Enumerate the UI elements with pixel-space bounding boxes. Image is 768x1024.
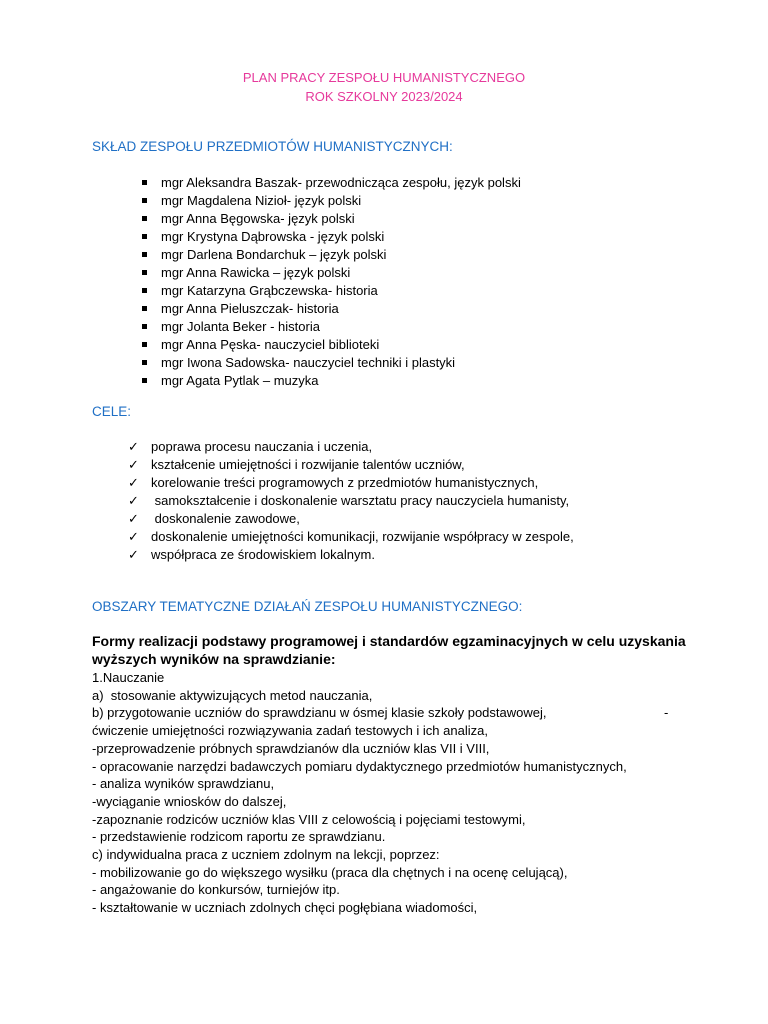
list-item: ✓ doskonalenie zawodowe,	[128, 511, 300, 526]
checkmark-icon: ✓	[128, 475, 139, 490]
square-bullet-icon	[142, 378, 147, 383]
square-bullet-icon	[142, 252, 147, 257]
body-line: - opracowanie narzędzi badawczych pomiaru dydaktycznego przedmiotów humanistycznych,	[92, 758, 627, 774]
document-title-line-1: PLAN PRACY ZESPOŁU HUMANISTYCZNEGO	[242, 70, 526, 85]
team-member-list	[142, 174, 521, 390]
body-line: - analiza wyników sprawdzianu,	[92, 776, 275, 792]
list-item: mgr Iwona Sadowska- nauczyciel techniki i plastyki	[142, 354, 521, 372]
list-item: mgr Agata Pytlak – muzyka	[142, 372, 521, 390]
square-bullet-icon	[142, 198, 147, 203]
list-item: ✓ poprawa procesu nauczania i uczenia,	[128, 439, 373, 454]
list-item: ✓ doskonalenie umiejętności komunikacji, rozwijanie współpracy w zespole,	[128, 529, 574, 544]
areas-subheading: Formy realizacji podstawy programowej i standardów egzaminacyjnych w celu uzyskania wyższych wyników na sprawdzianie:	[92, 633, 686, 667]
square-bullet-icon	[142, 342, 147, 347]
square-bullet-icon	[142, 216, 147, 221]
body-line: - angażowanie do konkursów, turniejów itp.	[92, 882, 340, 898]
list-item: ✓ kształcenie umiejętności i rozwijanie talentów uczniów,	[128, 457, 465, 472]
list-item: ✓ korelowanie treści programowych z przedmiotów humanistycznych,	[128, 475, 539, 490]
list-item: mgr Anna Rawicka – język polski	[142, 264, 521, 282]
list-item: ✓ współpraca ze środowiskiem lokalnym.	[128, 547, 375, 562]
trailing-dash: -	[664, 705, 669, 721]
checkmark-icon: ✓	[128, 439, 139, 454]
list-item: mgr Anna Pieluszczak- historia	[142, 300, 521, 318]
list-item: mgr Magdalena Nizioł- język polski	[142, 192, 521, 210]
list-item: mgr Krystyna Dąbrowska - język polski	[142, 228, 521, 246]
checkmark-icon: ✓	[128, 511, 139, 526]
list-item: mgr Darlena Bondarchuk – język polski	[142, 246, 521, 264]
body-line: ćwiczenie umiejętności rozwiązywania zadań testowych i ich analiza,	[92, 723, 488, 739]
body-line: -wyciąganie wniosków do dalszej,	[92, 793, 287, 809]
areas-heading: OBSZARY TEMATYCZNE DZIAŁAŃ ZESPOŁU HUMANISTYCZNEGO:	[92, 599, 523, 614]
areas-body	[92, 669, 692, 917]
body-line: c) indywidualna praca z uczniem zdolnym na lekcji, poprzez:	[92, 847, 440, 863]
square-bullet-icon	[142, 306, 147, 311]
square-bullet-icon	[142, 234, 147, 239]
square-bullet-icon	[142, 360, 147, 365]
square-bullet-icon	[142, 324, 147, 329]
document-title-line-2: ROK SZKOLNY 2023/2024	[305, 89, 463, 104]
team-heading: SKŁAD ZESPOŁU PRZEDMIOTÓW HUMANISTYCZNYCH:	[92, 139, 453, 154]
list-item: ✓ samokształcenie i doskonalenie warsztatu pracy nauczyciela humanisty,	[128, 493, 570, 508]
body-line: b) przygotowanie uczniów do sprawdzianu w ósmej klasie szkoły podstawowej, -	[92, 705, 669, 721]
checkmark-icon: ✓	[128, 547, 139, 562]
list-item: mgr Aleksandra Baszak- przewodnicząca zespołu, język polski	[142, 174, 521, 192]
list-item: mgr Anna Pęska- nauczyciel biblioteki	[142, 336, 521, 354]
checkmark-icon: ✓	[128, 457, 139, 472]
body-line: - kształtowanie w uczniach zdolnych chęci pogłębiana wiadomości,	[92, 900, 478, 916]
checkmark-icon: ✓	[128, 529, 139, 544]
body-line: - mobilizowanie go do większego wysiłku (praca dla chętnych i na ocenę celującą),	[92, 864, 568, 880]
body-line: a) stosowanie aktywizujących metod nauczania,	[92, 687, 373, 703]
body-line: -przeprowadzenie próbnych sprawdzianów dla uczniów klas VII i VIII,	[92, 740, 490, 756]
square-bullet-icon	[142, 270, 147, 275]
list-item: mgr Jolanta Beker - historia	[142, 318, 521, 336]
body-line: - przedstawienie rodzicom raportu ze sprawdzianu.	[92, 829, 386, 845]
goals-heading: CELE:	[92, 404, 132, 419]
body-line: 1.Nauczanie	[92, 670, 165, 685]
list-item: mgr Katarzyna Grąbczewska- historia	[142, 282, 521, 300]
square-bullet-icon	[142, 288, 147, 293]
goals-list	[128, 438, 574, 564]
checkmark-icon: ✓	[128, 493, 139, 508]
list-item: mgr Anna Bęgowska- język polski	[142, 210, 521, 228]
square-bullet-icon	[142, 180, 147, 185]
body-line: -zapoznanie rodziców uczniów klas VIII z celowością i pojęciami testowymi,	[92, 811, 526, 827]
